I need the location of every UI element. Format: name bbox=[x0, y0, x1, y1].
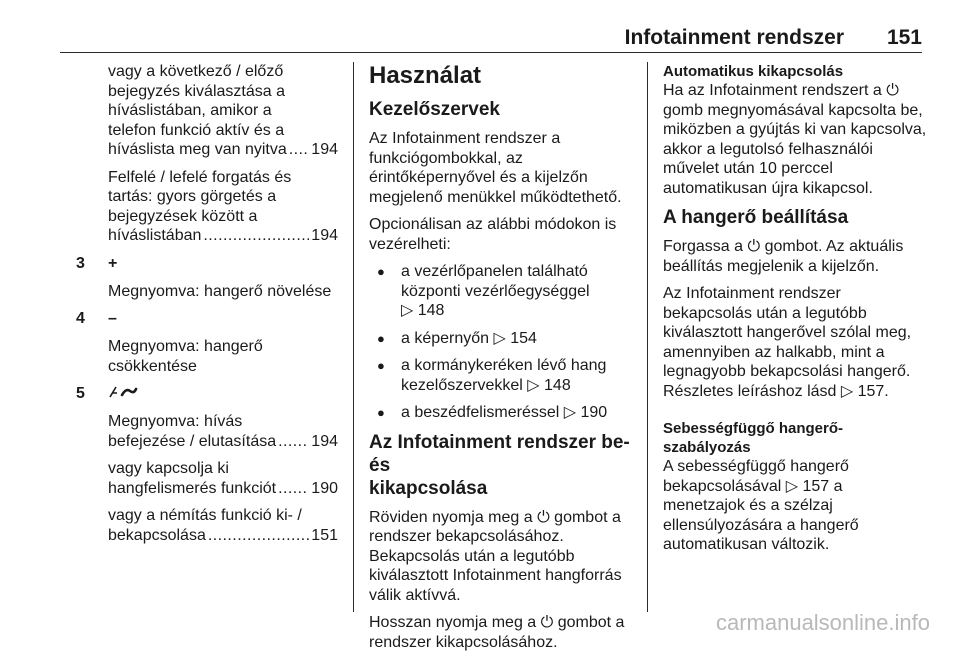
text-line: Opcionálisan az alábbi módokon is bbox=[369, 216, 617, 233]
text-line: hangfelismerés funkciót bbox=[108, 479, 277, 497]
leader-dots bbox=[278, 479, 309, 499]
text-line: bejegyzés kiválasztása a bbox=[108, 82, 285, 100]
list-entry bbox=[76, 168, 338, 246]
item-number: 4 bbox=[76, 310, 85, 327]
text-line: kiválasztott Infotainment hangforrás bbox=[369, 567, 622, 584]
text-line: bekapcsolása bbox=[108, 526, 206, 544]
text-line: ● a képernyőn ▷ 154 bbox=[401, 329, 537, 347]
list-entry bbox=[76, 506, 338, 545]
paragraph bbox=[663, 237, 928, 276]
column-3 bbox=[663, 62, 928, 563]
page-ref[interactable]: ▷ 148 bbox=[401, 302, 445, 319]
text-line: bejegyzések között a bbox=[108, 207, 258, 225]
text-line: vagy a következő / előző bbox=[108, 63, 284, 80]
list-item bbox=[369, 356, 634, 395]
text-line: rendszer bekapcsolásához. bbox=[369, 528, 564, 545]
text-line: Ha az Infotainment rendszert a ⏻ bbox=[663, 82, 899, 99]
item-number: 3 bbox=[76, 254, 85, 272]
text-line: művelet után 10 perccel bbox=[663, 160, 833, 177]
text-line: ellensúlyozására a hangerő bbox=[663, 516, 859, 534]
list-entry bbox=[76, 62, 338, 160]
minor-heading bbox=[663, 419, 928, 457]
text-line: miközben a gyújtás ki van kapcsolva, bbox=[663, 121, 927, 138]
text-line: menetzajok és a szélzaj bbox=[663, 497, 833, 514]
text-line: Sebességfüggő hangerő- bbox=[663, 420, 844, 437]
subsection-heading: A hangerő beállítása bbox=[663, 207, 849, 228]
bullet-list bbox=[369, 262, 634, 423]
section-heading: Használat bbox=[369, 62, 482, 89]
page-header bbox=[60, 20, 922, 53]
text-line: Az Infotainment rendszer be- és bbox=[369, 431, 630, 476]
text-line: funkciógombokkal, az bbox=[369, 149, 523, 167]
list-item bbox=[369, 403, 634, 423]
header-title: Infotainment rendszer bbox=[624, 26, 844, 49]
paragraph bbox=[369, 508, 634, 606]
page-ref[interactable]: 194 bbox=[311, 432, 338, 450]
text-line: Hosszan nyomja meg a ⏻ gombot a bbox=[369, 614, 625, 631]
list-entry bbox=[76, 459, 338, 498]
leader-dots bbox=[289, 140, 310, 160]
plus-icon: + bbox=[108, 254, 118, 272]
text-line: Felfelé / lefelé forgatás és bbox=[108, 168, 292, 186]
leader-dots bbox=[203, 226, 309, 246]
page-ref[interactable]: 194 bbox=[311, 141, 338, 158]
text-line: Megnyomva: hívás bbox=[108, 413, 243, 430]
text-line: telefon funkció aktív és a bbox=[108, 121, 285, 139]
text-line: híváslista meg van nyitva bbox=[108, 141, 287, 158]
text-line: befejezése / elutasítása bbox=[108, 432, 277, 450]
text-line: híváslistában bbox=[108, 227, 202, 244]
minus-icon: – bbox=[108, 310, 117, 327]
paragraph bbox=[663, 81, 928, 198]
text-line: válik aktívvá. bbox=[369, 586, 461, 604]
list-entry bbox=[76, 337, 338, 376]
text-line: Megnyomva: hangerő bbox=[108, 338, 263, 355]
column-2 bbox=[369, 62, 634, 660]
subsection-heading bbox=[369, 431, 634, 500]
list-item bbox=[369, 262, 634, 321]
list-entry bbox=[76, 282, 338, 302]
text-line: érintőképernyővel és a kijelzőn bbox=[369, 169, 588, 186]
text-line: tartás: gyors görgetés a bbox=[108, 188, 277, 205]
text-line: akkor a legutolsó felhasználói bbox=[663, 140, 873, 158]
page-number: 151 bbox=[886, 26, 922, 49]
text-line: Bekapcsolás után a legutóbb bbox=[369, 547, 575, 565]
text-line: megjelenő menükkel működtethető. bbox=[369, 188, 622, 206]
text-line: automatikusan változik. bbox=[663, 536, 830, 553]
leader-line bbox=[108, 226, 338, 246]
text-line: ● a vezérlőpanelen található bbox=[401, 263, 588, 280]
text-line: központi vezérlőegységgel bbox=[401, 282, 590, 300]
leader-line bbox=[108, 140, 338, 160]
item-number: 5 bbox=[76, 385, 85, 402]
text-line: bekapcsolás után a legutóbb bbox=[663, 304, 867, 322]
text-line: Megnyomva: hangerő növelése bbox=[108, 282, 332, 300]
leader-dots bbox=[208, 526, 309, 546]
paragraph bbox=[369, 613, 634, 652]
text-line: kikapcsolása bbox=[369, 477, 488, 499]
text-line: híváslistában, amikor a bbox=[108, 102, 272, 119]
column-1 bbox=[76, 62, 338, 553]
minor-heading: Automatikus kikapcsolás bbox=[663, 63, 844, 80]
text-line: Az Infotainment rendszer bbox=[663, 285, 841, 302]
item-3-heading bbox=[76, 254, 338, 274]
paragraph bbox=[663, 457, 928, 555]
text-line: ● a beszédfelismeréssel ▷ 190 bbox=[401, 404, 608, 421]
text-line: kiválasztott hangerővel szólal meg, bbox=[663, 324, 912, 341]
watermark: carmanualsonline.info bbox=[715, 610, 930, 635]
text-line: legnagyobb bekapcsolási hangerő. bbox=[663, 363, 911, 380]
text-line: bekapcsolásával ▷ 157 a bbox=[663, 477, 843, 495]
page-ref[interactable]: 190 bbox=[311, 479, 338, 497]
item-4-heading bbox=[76, 309, 338, 329]
list-entry bbox=[76, 412, 338, 451]
leader-line bbox=[108, 526, 338, 546]
leader-dots bbox=[278, 432, 309, 452]
text-line: Forgassa a ⏻ gombot. Az aktuális bbox=[663, 238, 904, 255]
text-line: Röviden nyomja meg a ⏻ gombot a bbox=[369, 508, 621, 526]
text-line: szabályozás bbox=[663, 439, 751, 456]
paragraph bbox=[369, 129, 634, 207]
voice-phone-icon bbox=[108, 384, 138, 400]
voice-hangup-icon bbox=[108, 384, 138, 406]
text-line: kezelőszervekkel ▷ 148 bbox=[401, 376, 571, 394]
text-line: gomb megnyomásával kapcsolta be, bbox=[663, 101, 923, 119]
column-divider-1 bbox=[353, 62, 354, 612]
text-line: beállítás megjelenik a kijelzőn. bbox=[663, 257, 880, 275]
text-line: ● a kormánykeréken lévő hang bbox=[401, 357, 607, 374]
text-line: automatikusan újra kikapcsol. bbox=[663, 179, 873, 197]
text-line: rendszer kikapcsolásához. bbox=[369, 633, 558, 651]
subsection-heading: Kezelőszervek bbox=[369, 99, 500, 120]
text-line: vagy kapcsolja ki bbox=[108, 460, 229, 477]
text-line: csökkentése bbox=[108, 357, 197, 375]
text-line: vezérelheti: bbox=[369, 235, 451, 253]
page-ref[interactable]: 151 bbox=[311, 526, 338, 544]
text-line: Az Infotainment rendszer a bbox=[369, 130, 561, 147]
text-line: Részletes leíráshoz lásd ▷ 157. bbox=[663, 382, 889, 400]
leader-line bbox=[108, 432, 338, 452]
column-divider-2 bbox=[647, 62, 648, 612]
paragraph bbox=[663, 284, 928, 401]
text-line: A sebességfüggő hangerő bbox=[663, 458, 849, 475]
leader-line bbox=[108, 479, 338, 499]
page-ref[interactable]: 194 bbox=[311, 227, 338, 244]
paragraph bbox=[369, 215, 634, 254]
list-item bbox=[369, 329, 634, 349]
text-line: vagy a némítás funkció ki- / bbox=[108, 507, 302, 524]
item-5-heading bbox=[76, 384, 338, 404]
text-line: amennyiben az halkabb, mint a bbox=[663, 343, 885, 361]
